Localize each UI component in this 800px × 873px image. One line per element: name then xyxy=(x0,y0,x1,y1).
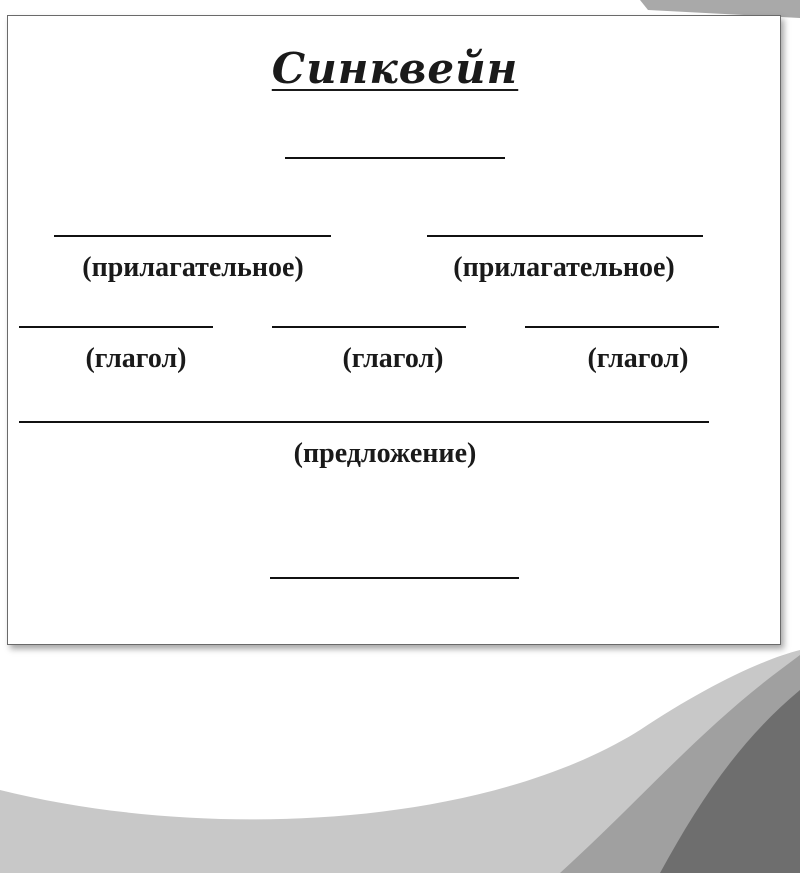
adjective-label-1: (прилагательное) xyxy=(82,252,304,283)
blank-line-synonym xyxy=(270,577,519,579)
blank-line-adjective-1 xyxy=(54,235,331,237)
verb-label-3: (глагол) xyxy=(587,343,689,374)
verb-label-2: (глагол) xyxy=(342,343,444,374)
verb-label-1: (глагол) xyxy=(85,343,187,374)
adjective-label-2: (прилагательное) xyxy=(453,252,675,283)
cinquain-card xyxy=(7,15,781,645)
blank-line-verb-1 xyxy=(19,326,213,328)
blank-line-verb-3 xyxy=(525,326,719,328)
blank-line-verb-2 xyxy=(272,326,466,328)
page-title: Синквейн xyxy=(271,44,519,93)
blank-line-sentence xyxy=(19,421,709,423)
sentence-label: (предложение) xyxy=(293,438,477,469)
blank-line-noun xyxy=(285,157,505,159)
blank-line-adjective-2 xyxy=(427,235,703,237)
